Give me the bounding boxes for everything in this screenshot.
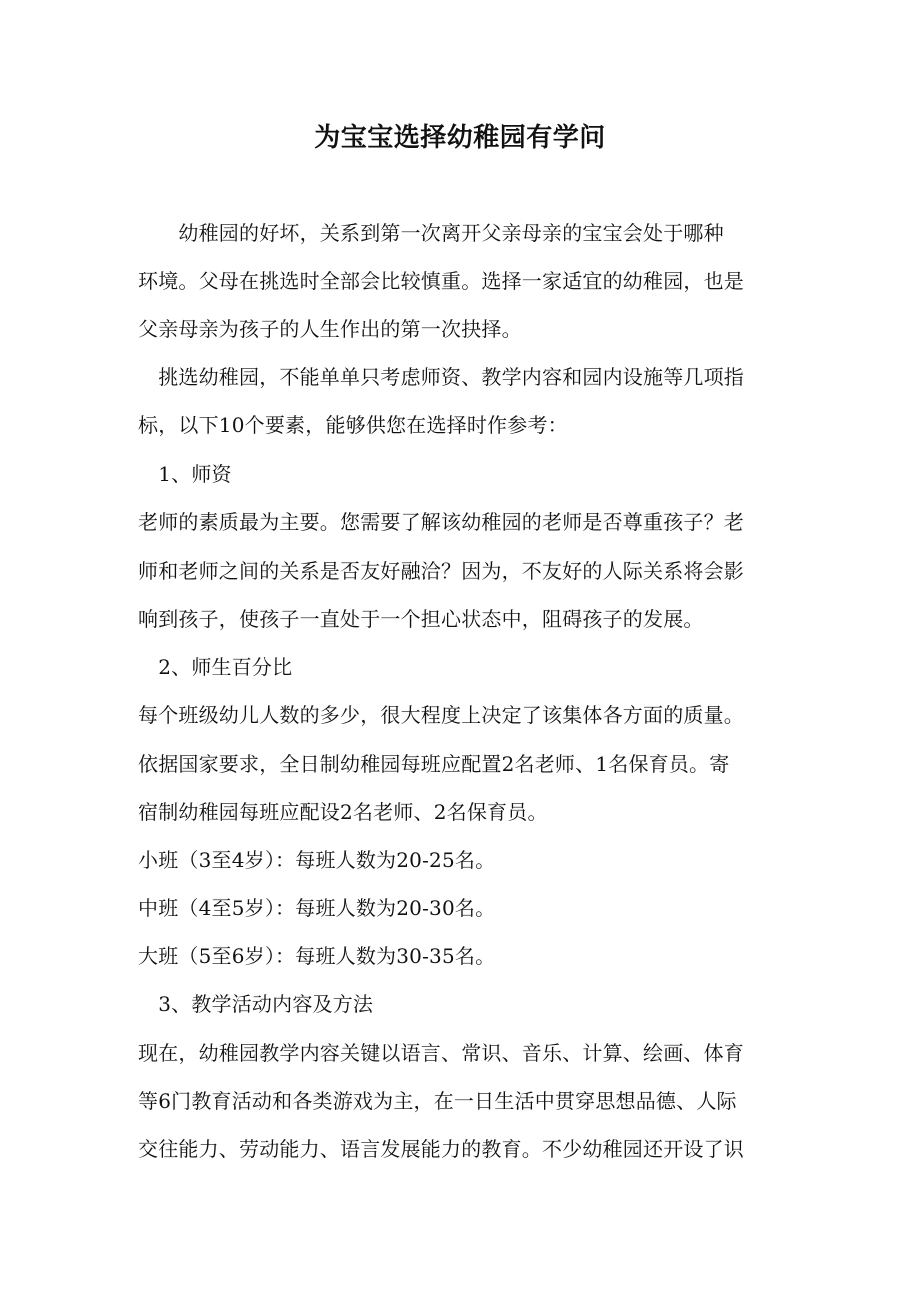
class-size-line: 大班（5至6岁）：每班人数为30-35名。 <box>138 944 496 968</box>
paragraph-line: 标，以下10个要素，能够供您在选择时作参考： <box>138 413 568 437</box>
paragraph-line: 环境。父母在挑选时全部会比较慎重。选择一家适宜的幼稚园，也是 <box>138 269 744 293</box>
paragraph-line: 现在，幼稚园教学内容关键以语言、常识、音乐、计算、绘画、体育 <box>138 1041 744 1065</box>
paragraph-line: 每个班级幼儿人数的多少，很大程度上决定了该集体各方面的质量。 <box>138 703 744 727</box>
paragraph-line: 老师的素质最为主要。您需要了解该幼稚园的老师是否尊重孩子？老 <box>138 510 744 534</box>
paragraph-line: 响到孩子，使孩子一直处于一个担心状态中，阻碍孩子的发展。 <box>138 607 704 631</box>
paragraph-line: 幼稚园的好坏，关系到第一次离开父亲母亲的宝宝会处于哪种 <box>138 221 724 245</box>
paragraph-line: 等6门教育活动和各类游戏为主，在一日生活中贯穿思想品德、人际 <box>138 1089 737 1113</box>
section-heading: 1、师资 <box>138 462 232 486</box>
paragraph-line: 挑选幼稚园，不能单单只考虑师资、教学内容和园内设施等几项指 <box>138 365 744 389</box>
paragraph-line: 交往能力、劳动能力、语言发展能力的教育。不少幼稚园还开设了识 <box>138 1137 744 1161</box>
paragraph-line: 宿制幼稚园每班应配设2名老师、2名保育员。 <box>138 800 548 824</box>
section-heading: 3、教学活动内容及方法 <box>138 992 374 1016</box>
class-size-line: 小班（3至4岁）：每班人数为20-25名。 <box>138 848 496 872</box>
section-heading: 2、师生百分比 <box>138 655 293 679</box>
paragraph-line: 师和老师之间的关系是否友好融洽？因为，不友好的人际关系将会影 <box>138 559 744 583</box>
document-title: 为宝宝选择幼稚园有学问 <box>314 123 606 153</box>
paragraph-line: 父亲母亲为孩子的人生作出的第一次抉择。 <box>138 317 522 341</box>
paragraph-line: 依据国家要求，全日制幼稚园每班应配置2名老师、1名保育员。寄 <box>138 752 730 776</box>
class-size-line: 中班（4至5岁）：每班人数为20-30名。 <box>138 896 496 920</box>
